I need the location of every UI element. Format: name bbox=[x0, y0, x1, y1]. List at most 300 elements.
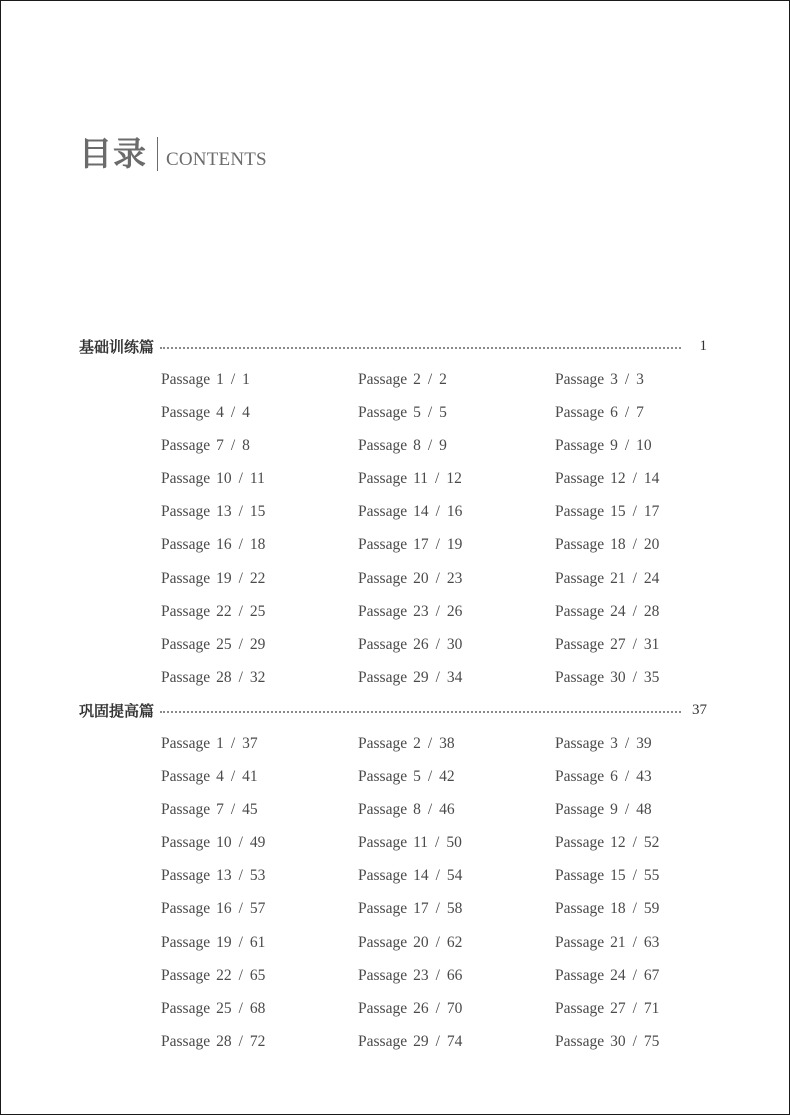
entry-label: Passage bbox=[161, 536, 211, 554]
entry-separator: / bbox=[624, 735, 630, 752]
toc-entry[interactable] bbox=[161, 528, 358, 561]
entry-number: 11 bbox=[413, 834, 429, 852]
entry-label: Passage bbox=[555, 735, 605, 752]
entry-page-number: 20 bbox=[643, 536, 660, 554]
entry-number: 15 bbox=[610, 867, 626, 885]
entry-number: 20 bbox=[413, 933, 429, 951]
entry-page-number: 37 bbox=[242, 735, 258, 752]
entry-number: 10 bbox=[216, 470, 232, 488]
entry-page-number: 67 bbox=[643, 966, 660, 984]
entry-number: 8 bbox=[413, 437, 421, 455]
entry-number: 14 bbox=[413, 503, 429, 521]
entry-number: 19 bbox=[216, 933, 232, 951]
entry-page-number: 2 bbox=[439, 371, 447, 388]
entry-separator: / bbox=[238, 569, 243, 587]
entry-number: 2 bbox=[413, 371, 421, 388]
entry-number: 26 bbox=[413, 635, 429, 653]
entry-number: 12 bbox=[610, 834, 626, 852]
toc-entry[interactable] bbox=[161, 628, 358, 661]
entry-separator: / bbox=[632, 668, 637, 686]
toc-entry[interactable] bbox=[161, 892, 358, 925]
entry-separator: / bbox=[624, 437, 630, 455]
toc-entry[interactable] bbox=[358, 396, 555, 429]
entry-label: Passage bbox=[555, 999, 605, 1017]
entry-label: Passage bbox=[555, 1032, 605, 1050]
entry-label: Passage bbox=[358, 536, 408, 554]
entry-separator: / bbox=[435, 834, 440, 852]
entry-number: 10 bbox=[216, 834, 232, 852]
entry-separator: / bbox=[238, 867, 243, 885]
entry-page-number: 75 bbox=[643, 1032, 660, 1050]
entry-page-number: 46 bbox=[439, 801, 455, 819]
toc-entry[interactable] bbox=[161, 959, 358, 992]
title-divider bbox=[157, 137, 158, 171]
toc-entry[interactable] bbox=[555, 595, 721, 628]
entry-page-number: 1 bbox=[242, 371, 250, 388]
entry-page-number: 74 bbox=[446, 1032, 463, 1050]
entry-separator: / bbox=[238, 966, 243, 984]
entry-separator: / bbox=[238, 536, 243, 554]
toc-entry[interactable] bbox=[161, 826, 358, 859]
entry-label: Passage bbox=[358, 834, 408, 852]
entry-number: 16 bbox=[216, 900, 232, 918]
entry-page-number: 31 bbox=[643, 635, 660, 653]
entry-label: Passage bbox=[161, 768, 211, 786]
entry-separator: / bbox=[632, 1032, 637, 1050]
entry-number: 23 bbox=[413, 602, 429, 620]
entry-separator: / bbox=[427, 371, 433, 388]
entry-separator: / bbox=[238, 933, 243, 951]
entry-page-number: 24 bbox=[643, 569, 660, 587]
entry-separator: / bbox=[435, 867, 440, 885]
toc-entry[interactable] bbox=[161, 992, 358, 1025]
entry-separator: / bbox=[632, 635, 637, 653]
entry-page-number: 71 bbox=[643, 999, 660, 1017]
entry-separator: / bbox=[238, 602, 243, 620]
entry-separator: / bbox=[435, 536, 440, 554]
toc-entry[interactable] bbox=[555, 661, 721, 694]
toc-entry[interactable] bbox=[555, 926, 721, 959]
entry-number: 7 bbox=[216, 801, 224, 819]
entry-label: Passage bbox=[161, 470, 211, 488]
entry-label: Passage bbox=[555, 503, 605, 521]
entry-label: Passage bbox=[161, 503, 211, 521]
entry-page-number: 42 bbox=[439, 768, 455, 786]
entry-page-number: 58 bbox=[446, 900, 463, 918]
toc-entry[interactable] bbox=[555, 429, 721, 462]
entry-page-number: 9 bbox=[439, 437, 447, 455]
title-english: CONTENTS bbox=[166, 149, 267, 170]
toc-entry[interactable] bbox=[358, 826, 555, 859]
entry-separator: / bbox=[632, 900, 637, 918]
toc-entry[interactable] bbox=[161, 859, 358, 892]
toc-entry[interactable] bbox=[358, 595, 555, 628]
entry-separator: / bbox=[238, 1032, 243, 1050]
entry-separator: / bbox=[427, 768, 433, 786]
entry-label: Passage bbox=[555, 801, 605, 819]
section-page-number: 37 bbox=[692, 701, 707, 718]
entry-label: Passage bbox=[358, 999, 408, 1017]
entry-separator: / bbox=[230, 437, 236, 455]
toc-grid-basic bbox=[161, 363, 721, 694]
entry-page-number: 4 bbox=[242, 404, 250, 422]
toc-entry[interactable] bbox=[358, 562, 555, 595]
entry-page-number: 65 bbox=[249, 966, 266, 984]
entry-page-number: 7 bbox=[636, 404, 644, 422]
entry-number: 27 bbox=[610, 999, 626, 1017]
entry-label: Passage bbox=[358, 768, 408, 786]
entry-page-number: 16 bbox=[446, 503, 463, 521]
entry-label: Passage bbox=[358, 867, 408, 885]
entry-separator: / bbox=[238, 668, 243, 686]
entry-separator: / bbox=[624, 801, 630, 819]
entry-label: Passage bbox=[555, 602, 605, 620]
toc-entry[interactable] bbox=[555, 462, 721, 495]
entry-number: 29 bbox=[413, 668, 429, 686]
toc-entry[interactable] bbox=[358, 462, 555, 495]
entry-separator: / bbox=[632, 999, 637, 1017]
entry-label: Passage bbox=[555, 371, 605, 388]
entry-page-number: 53 bbox=[249, 867, 266, 885]
entry-number: 5 bbox=[413, 404, 421, 422]
entry-number: 30 bbox=[610, 1032, 626, 1050]
entry-label: Passage bbox=[555, 966, 605, 984]
toc-entry[interactable] bbox=[555, 495, 721, 528]
entry-number: 3 bbox=[610, 371, 618, 388]
entry-separator: / bbox=[427, 437, 433, 455]
entry-separator: / bbox=[427, 404, 433, 422]
entry-page-number: 70 bbox=[446, 999, 463, 1017]
entry-label: Passage bbox=[161, 404, 211, 422]
entry-page-number: 25 bbox=[249, 602, 266, 620]
toc-entry[interactable] bbox=[161, 363, 358, 396]
entry-separator: / bbox=[238, 999, 243, 1017]
toc-entry[interactable] bbox=[555, 628, 721, 661]
entry-number: 29 bbox=[413, 1032, 429, 1050]
entry-number: 8 bbox=[413, 801, 421, 819]
entry-label: Passage bbox=[358, 966, 408, 984]
entry-label: Passage bbox=[161, 602, 211, 620]
entry-label: Passage bbox=[161, 569, 211, 587]
entry-separator: / bbox=[238, 635, 243, 653]
section-header-basic[interactable] bbox=[79, 334, 707, 358]
entry-number: 18 bbox=[610, 900, 626, 918]
toc-entry[interactable] bbox=[358, 892, 555, 925]
entry-label: Passage bbox=[161, 999, 211, 1017]
entry-page-number: 30 bbox=[446, 635, 463, 653]
toc-entry[interactable] bbox=[161, 562, 358, 595]
entry-separator: / bbox=[435, 602, 440, 620]
entry-label: Passage bbox=[358, 668, 408, 686]
entry-label: Passage bbox=[161, 437, 211, 455]
entry-page-number: 63 bbox=[643, 933, 660, 951]
toc-entry[interactable] bbox=[555, 793, 721, 826]
entry-separator: / bbox=[435, 900, 440, 918]
entry-label: Passage bbox=[358, 437, 408, 455]
toc-entry[interactable] bbox=[358, 429, 555, 462]
entry-separator: / bbox=[624, 404, 630, 422]
entry-page-number: 29 bbox=[249, 635, 266, 653]
entry-page-number: 54 bbox=[446, 867, 463, 885]
entry-number: 19 bbox=[216, 569, 232, 587]
entry-label: Passage bbox=[161, 867, 211, 885]
entry-label: Passage bbox=[358, 371, 408, 388]
entry-page-number: 49 bbox=[249, 834, 266, 852]
toc-entry[interactable] bbox=[358, 1025, 555, 1058]
entry-page-number: 34 bbox=[446, 668, 463, 686]
entry-number: 9 bbox=[610, 801, 618, 819]
entry-separator: / bbox=[632, 933, 637, 951]
entry-label: Passage bbox=[161, 1032, 211, 1050]
entry-number: 6 bbox=[610, 404, 618, 422]
toc-entry[interactable] bbox=[161, 926, 358, 959]
page-title bbox=[79, 131, 267, 177]
entry-label: Passage bbox=[161, 635, 211, 653]
entry-page-number: 72 bbox=[249, 1032, 266, 1050]
entry-page-number: 5 bbox=[439, 404, 447, 422]
entry-separator: / bbox=[435, 503, 440, 521]
toc-grid-advanced bbox=[161, 727, 721, 1058]
entry-page-number: 39 bbox=[636, 735, 652, 752]
entry-separator: / bbox=[230, 371, 236, 388]
entry-page-number: 59 bbox=[643, 900, 660, 918]
entry-separator: / bbox=[427, 735, 433, 752]
entry-page-number: 17 bbox=[643, 503, 660, 521]
entry-separator: / bbox=[435, 966, 440, 984]
entry-number: 11 bbox=[413, 470, 429, 488]
entry-label: Passage bbox=[555, 668, 605, 686]
entry-number: 2 bbox=[413, 735, 421, 752]
section-header-advanced[interactable] bbox=[79, 698, 707, 722]
toc-entry[interactable] bbox=[358, 628, 555, 661]
entry-separator: / bbox=[632, 966, 637, 984]
entry-separator: / bbox=[435, 933, 440, 951]
entry-label: Passage bbox=[358, 1032, 408, 1050]
toc-entry[interactable] bbox=[161, 760, 358, 793]
toc-entry[interactable] bbox=[358, 926, 555, 959]
entry-separator: / bbox=[435, 668, 440, 686]
entry-label: Passage bbox=[358, 635, 408, 653]
entry-page-number: 45 bbox=[242, 801, 258, 819]
entry-number: 25 bbox=[216, 999, 232, 1017]
entry-label: Passage bbox=[358, 735, 408, 752]
entry-page-number: 10 bbox=[636, 437, 652, 455]
entry-page-number: 3 bbox=[636, 371, 644, 388]
entry-number: 1 bbox=[216, 735, 224, 752]
entry-label: Passage bbox=[555, 470, 605, 488]
entry-separator: / bbox=[632, 834, 637, 852]
toc-entry[interactable] bbox=[161, 1025, 358, 1058]
section-page-number: 1 bbox=[699, 337, 707, 354]
entry-separator: / bbox=[632, 867, 637, 885]
toc-entry[interactable] bbox=[555, 396, 721, 429]
entry-page-number: 32 bbox=[249, 668, 266, 686]
entry-page-number: 52 bbox=[643, 834, 660, 852]
entry-page-number: 55 bbox=[643, 867, 660, 885]
entry-label: Passage bbox=[555, 536, 605, 554]
entry-label: Passage bbox=[555, 900, 605, 918]
entry-page-number: 19 bbox=[446, 536, 463, 554]
entry-number: 13 bbox=[216, 867, 232, 885]
dot-leader bbox=[160, 347, 681, 349]
toc-entry[interactable] bbox=[358, 363, 555, 396]
toc-entry[interactable] bbox=[555, 1025, 721, 1058]
toc-entry[interactable] bbox=[555, 826, 721, 859]
entry-number: 28 bbox=[216, 1032, 232, 1050]
entry-separator: / bbox=[238, 503, 243, 521]
entry-number: 4 bbox=[216, 404, 224, 422]
entry-page-number: 38 bbox=[439, 735, 455, 752]
toc-entry[interactable] bbox=[161, 661, 358, 694]
toc-entry[interactable] bbox=[358, 495, 555, 528]
entry-separator: / bbox=[427, 801, 433, 819]
entry-number: 16 bbox=[216, 536, 232, 554]
entry-separator: / bbox=[435, 999, 440, 1017]
entry-page-number: 68 bbox=[249, 999, 266, 1017]
entry-label: Passage bbox=[555, 569, 605, 587]
toc-entry[interactable] bbox=[555, 363, 721, 396]
entry-label: Passage bbox=[555, 635, 605, 653]
entry-page-number: 62 bbox=[446, 933, 463, 951]
title-chinese: 目录 bbox=[79, 134, 147, 173]
entry-page-number: 11 bbox=[249, 470, 265, 488]
toc-entry[interactable] bbox=[358, 959, 555, 992]
toc-entry[interactable] bbox=[555, 859, 721, 892]
toc-entry[interactable] bbox=[161, 793, 358, 826]
entry-number: 3 bbox=[610, 735, 618, 752]
entry-number: 22 bbox=[216, 602, 232, 620]
entry-page-number: 14 bbox=[643, 470, 660, 488]
entry-page-number: 61 bbox=[249, 933, 266, 951]
entry-separator: / bbox=[624, 768, 630, 786]
entry-separator: / bbox=[624, 371, 630, 388]
entry-number: 24 bbox=[610, 602, 626, 620]
entry-label: Passage bbox=[555, 834, 605, 852]
entry-label: Passage bbox=[358, 801, 408, 819]
entry-label: Passage bbox=[555, 437, 605, 455]
toc-entry[interactable] bbox=[358, 992, 555, 1025]
toc-entry[interactable] bbox=[161, 396, 358, 429]
entry-number: 17 bbox=[413, 536, 429, 554]
entry-number: 6 bbox=[610, 768, 618, 786]
entry-page-number: 12 bbox=[446, 470, 462, 488]
entry-label: Passage bbox=[161, 933, 211, 951]
entry-separator: / bbox=[632, 536, 637, 554]
entry-label: Passage bbox=[555, 768, 605, 786]
toc-entry[interactable] bbox=[358, 793, 555, 826]
toc-entry[interactable] bbox=[555, 959, 721, 992]
toc-entry[interactable] bbox=[161, 727, 358, 760]
entry-number: 26 bbox=[413, 999, 429, 1017]
toc-entry[interactable] bbox=[358, 760, 555, 793]
entry-number: 14 bbox=[413, 867, 429, 885]
entry-separator: / bbox=[238, 470, 243, 488]
entry-separator: / bbox=[230, 768, 236, 786]
toc-entry[interactable] bbox=[555, 562, 721, 595]
entry-number: 21 bbox=[610, 569, 626, 587]
entry-label: Passage bbox=[358, 404, 408, 422]
entry-separator: / bbox=[632, 569, 637, 587]
entry-separator: / bbox=[435, 635, 440, 653]
entry-page-number: 8 bbox=[242, 437, 250, 455]
entry-separator: / bbox=[435, 1032, 440, 1050]
entry-page-number: 28 bbox=[643, 602, 660, 620]
entry-number: 1 bbox=[216, 371, 224, 388]
entry-page-number: 22 bbox=[249, 569, 266, 587]
entry-page-number: 18 bbox=[249, 536, 266, 554]
dot-leader bbox=[160, 711, 681, 713]
entry-number: 12 bbox=[610, 470, 626, 488]
entry-number: 30 bbox=[610, 668, 626, 686]
section-title: 巩固提高篇 bbox=[79, 701, 155, 720]
entry-label: Passage bbox=[161, 834, 211, 852]
toc-entry[interactable] bbox=[358, 727, 555, 760]
entry-label: Passage bbox=[161, 900, 211, 918]
entry-separator: / bbox=[230, 801, 236, 819]
entry-label: Passage bbox=[358, 569, 408, 587]
entry-page-number: 66 bbox=[446, 966, 463, 984]
entry-label: Passage bbox=[358, 503, 408, 521]
entry-page-number: 48 bbox=[636, 801, 652, 819]
entry-label: Passage bbox=[358, 470, 408, 488]
toc-entry[interactable] bbox=[555, 892, 721, 925]
entry-page-number: 50 bbox=[446, 834, 462, 852]
entry-page-number: 43 bbox=[636, 768, 652, 786]
section-title: 基础训练篇 bbox=[79, 337, 155, 356]
toc-entry[interactable] bbox=[161, 495, 358, 528]
entry-separator: / bbox=[632, 503, 637, 521]
entry-number: 4 bbox=[216, 768, 224, 786]
entry-label: Passage bbox=[358, 900, 408, 918]
entry-label: Passage bbox=[358, 602, 408, 620]
entry-label: Passage bbox=[161, 735, 211, 752]
toc-entry[interactable] bbox=[358, 661, 555, 694]
toc-entry[interactable] bbox=[358, 528, 555, 561]
entry-label: Passage bbox=[161, 668, 211, 686]
entry-page-number: 26 bbox=[446, 602, 463, 620]
entry-separator: / bbox=[230, 735, 236, 752]
entry-label: Passage bbox=[161, 801, 211, 819]
toc-entry[interactable] bbox=[358, 859, 555, 892]
toc-entry[interactable] bbox=[161, 462, 358, 495]
toc-entry[interactable] bbox=[555, 727, 721, 760]
entry-separator: / bbox=[435, 569, 440, 587]
entry-separator: / bbox=[230, 404, 236, 422]
entry-separator: / bbox=[238, 900, 243, 918]
entry-number: 13 bbox=[216, 503, 232, 521]
toc-entry[interactable] bbox=[555, 528, 721, 561]
entry-number: 21 bbox=[610, 933, 626, 951]
entry-number: 25 bbox=[216, 635, 232, 653]
toc-entry[interactable] bbox=[161, 429, 358, 462]
entry-number: 28 bbox=[216, 668, 232, 686]
entry-page-number: 35 bbox=[643, 668, 660, 686]
entry-label: Passage bbox=[161, 966, 211, 984]
toc-entry[interactable] bbox=[555, 760, 721, 793]
entry-label: Passage bbox=[555, 867, 605, 885]
entry-separator: / bbox=[632, 470, 637, 488]
entry-number: 20 bbox=[413, 569, 429, 587]
entry-label: Passage bbox=[358, 933, 408, 951]
toc-entry[interactable] bbox=[161, 595, 358, 628]
entry-separator: / bbox=[435, 470, 440, 488]
toc-entry[interactable] bbox=[555, 992, 721, 1025]
entry-page-number: 15 bbox=[249, 503, 266, 521]
entry-number: 18 bbox=[610, 536, 626, 554]
entry-number: 22 bbox=[216, 966, 232, 984]
entry-number: 17 bbox=[413, 900, 429, 918]
entry-label: Passage bbox=[555, 933, 605, 951]
